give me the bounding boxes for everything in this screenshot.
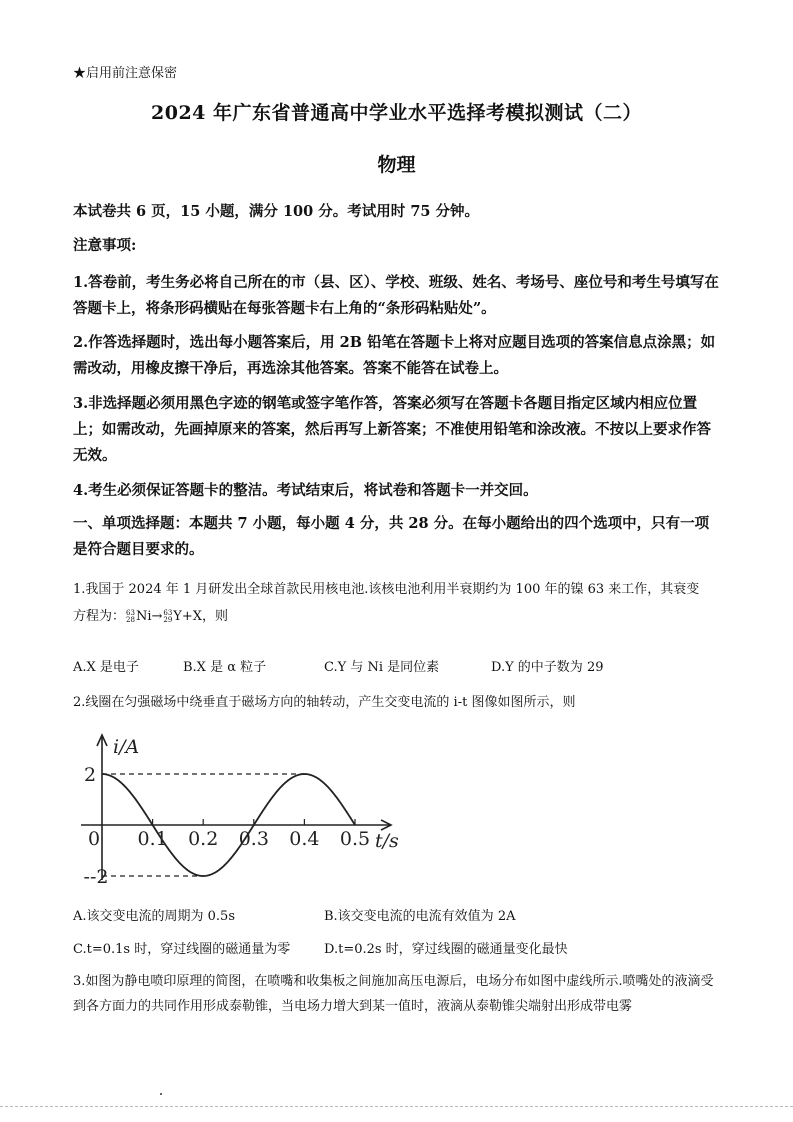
exam-title: 2024 年广东省普通高中学业水平选择考模拟测试（二） [151, 102, 642, 124]
ni-atomic-number: 28 [126, 615, 135, 624]
x-tick-label: 0.5 [339, 828, 371, 850]
q1-option-c: C.Y 与 Ni 是同位素 [324, 660, 440, 675]
question-1-text: 1.我国于 2024 年 1 月研发出全球首款民用核电池.该核电池利用半衰期约为 100 年的镍 63 来工作，其衰变 [73, 582, 700, 597]
x-tick-label: 0 [87, 828, 101, 850]
y-mass-number: 63 [163, 608, 173, 617]
x-tick-label: 0.1 [137, 828, 168, 850]
notes-heading: 注意事项: [73, 237, 137, 254]
footer-divider [0, 1106, 793, 1107]
x-tick-label: 0.4 [289, 828, 320, 850]
q2-option-d: D.t=0.2s 时，穿过线圈的磁通量变化最快 [324, 942, 568, 957]
note-item: 4.考生必须保证答题卡的整洁。考试结束后，将试卷和答题卡一并交回。 [73, 482, 538, 499]
confidential-notice: ★启用前注意保密 [73, 66, 178, 81]
q2-option-c: C.t=0.1s 时，穿过线圈的磁通量为零 [73, 942, 291, 957]
q1-option-a: A.X 是电子 [73, 660, 139, 675]
x-tick-label: 0.2 [188, 828, 219, 850]
q1-option-b: B.X 是 α 粒子 [183, 660, 267, 675]
y-nuclide-numbers [163, 610, 172, 624]
question-2-text: 2.线圈在匀强磁场中绕垂直于磁场方向的轴转动，产生交变电流的 i-t 图像如图所示，则 [73, 695, 576, 710]
it-graph [73, 730, 413, 890]
question-1-equation [73, 605, 228, 624]
ni-nuclide-numbers [126, 610, 135, 624]
q2-option-b: B.该交变电流的电流有效值为 2A [324, 909, 516, 924]
y-axis-label: i/A [113, 736, 140, 758]
ni-symbol: Ni→ [135, 609, 163, 624]
section-heading: 一、单项选择题：本题共 7 小题，每小题 4 分，共 28 分。在每小题给出的四个选项中，只有一项是符合题目要求的。 [73, 515, 710, 558]
x-tick-label: 0.3 [238, 828, 269, 850]
equation-prefix: 方程为： [73, 609, 126, 624]
note-item: 3.非选择题必须用黑色字迹的钢笔或签字笔作答，答案必须写在答题卡各题目指定区域内相应位置上；如需改动，先画掉原来的答案，然后再写上新答案；不准使用铅笔和涂改液。不按以上要求作答无效。 [73, 395, 711, 464]
subject-title: 物理 [377, 154, 416, 176]
footer-dot [160, 1093, 162, 1095]
ni-mass-number: 63 [126, 608, 135, 617]
exam-intro: 本试卷共 6 页，15 小题，满分 100 分。考试用时 75 分钟。 [73, 203, 480, 220]
y-atomic-number: 29 [163, 615, 173, 624]
note-item: 2.作答选择题时，选出每小题答案后，用 2B 铅笔在答题卡上将对应题目选项的答案信息点涂黑；如需改动，用橡皮擦干净后，再选涂其他答案。答案不能答在试卷上。 [73, 334, 716, 377]
note-item: 1.答卷前，考生务必将自己所在的市（县、区）、学校、班级、姓名、考场号、座位号和考生号填写在答题卡上，将条形码横贴在每张答题卡右上角的“条形码粘贴处”。 [73, 274, 719, 317]
x-axis-label: t/s [375, 830, 399, 852]
y-tick-label: --2 [83, 866, 109, 888]
q1-option-d: D.Y 的中子数为 29 [491, 660, 604, 675]
y-tick-label: 2 [83, 764, 97, 786]
question-3-text: 3.如图为静电喷印原理的简图，在喷嘴和收集板之间施加高压电源后，电场分布如图中虚线所示.喷嘴处的液滴受到各方面力的共同作用形成泰勒锥，当电场力增大到某一值时，液滴从泰勒锥尖端射出形成带电雾 [73, 974, 714, 1014]
equation-rest: Y+X，则 [173, 609, 229, 624]
q2-option-a: A.该交变电流的周期为 0.5s [73, 909, 235, 924]
